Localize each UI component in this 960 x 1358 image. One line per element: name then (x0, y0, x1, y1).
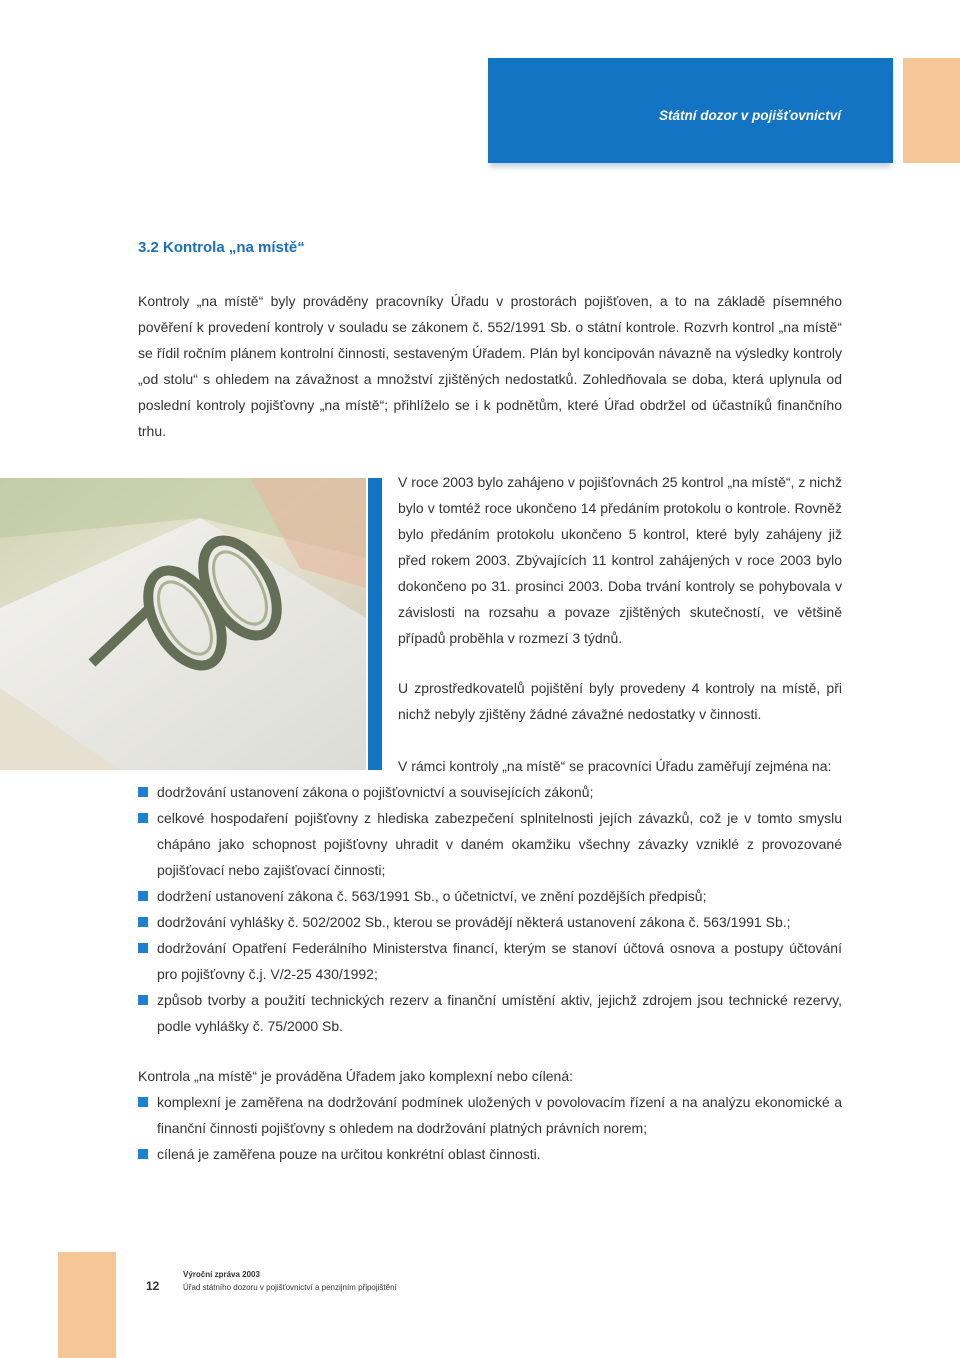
list-item: způsob tvorby a použití technických rezerv a finanční umístění aktiv, jejichž zdrojem jsou technické rezervy, podle vyhlášky č. 75/2000 Sb. (138, 987, 842, 1039)
footer-accent (58, 1252, 116, 1358)
list-item: dodržování Opatření Federálního Ministerstva financí, kterým se stanoví účtová osnova a postupy účtování pro pojišťovny č.j. V/2-25 430/1992; (138, 935, 842, 987)
list-item: komplexní je zaměřena na dodržování podmínek uložených v povolovacím řízení a na analýzu ekonomické a finanční činnosti pojišťovny s ohledem na dodržování platných právních norem; (138, 1089, 842, 1141)
list-item: cílená je zaměřena pouze na určitou konkrétní oblast činnosti. (138, 1141, 842, 1167)
bullet-icon (138, 1097, 148, 1107)
list-item: dodržování ustanovení zákona o pojišťovnictví a souvisejících zákonů; (138, 779, 842, 805)
footer-organization: Úřad státního dozoru v pojišťovnictví a penzijním připojištění (183, 1283, 397, 1292)
banknote-photo (0, 478, 366, 770)
control-types-list (138, 1089, 842, 1167)
section-title: 3.2 Kontrola „na místě“ (138, 239, 305, 256)
header-banner (488, 58, 893, 163)
focus-intro: V rámci kontroly „na místě“ se pracovníci Úřadu zaměřují zejména na: (398, 758, 832, 774)
header-title: Státní dozor v pojišťovnictví (659, 108, 841, 123)
bullet-icon (138, 917, 148, 927)
header-accent (903, 58, 960, 163)
bullet-icon (138, 995, 148, 1005)
intermediaries-paragraph: U zprostředkovatelů pojištění byly provedeny 4 kontroly na místě, při nichž nebyly zjištěny žádné závažné nedostatky v činnosti. (398, 680, 842, 722)
bullet-icon (138, 943, 148, 953)
bullet-icon (138, 787, 148, 797)
bullet-icon (138, 813, 148, 823)
statistics-paragraph: V roce 2003 bylo zahájeno v pojišťovnách 25 kontrol „na místě“, z nichž bylo v tomtéž roce ukončeno 14 předáním protokolu o kontrole. Rovněž bylo předáním protokolu ukončeno 5 kontrol, které byly zahájeny již před rokem 2003. Zbývajících 11 kontrol zahájených v roce 2003 bylo dokončeno po 31. prosinci 2003. Doba trvání kontroly se pohybovala v závislosti na rozsahu a povaze zjištěných skutečností, ve většině případů proběhla v rozmezí 3 týdnů. (398, 474, 842, 646)
intro-paragraph: Kontroly „na místě“ byly prováděny pracovníky Úřadu v prostorách pojišťoven, a to na základě písemného pověření k provedení kontroly v souladu se zákonem č. 552/1991 Sb. o státní kontrole. Rozvrh kontrol „na místě“ se řídil ročním plánem kontrolní činnosti, sestaveným Úřadem. Plán byl koncipován návazně na výsledky kontroly „od stolu“ s ohledem na závažnost a množství zjištěných nedostatků. Zohledňovala se doba, která uplynula od poslední kontroly pojišťovny „na místě“; přihlíželo se i k podnětům, které Úřad obdržel od účastníků finančního trhu. (138, 293, 842, 439)
photo-accent-bar (368, 478, 382, 770)
control-types-intro: Kontrola „na místě“ je prováděna Úřadem jako komplexní nebo cílená: (138, 1068, 574, 1084)
focus-list (138, 779, 842, 1039)
list-item: dodržení ustanovení zákona č. 563/1991 Sb., o účetnictví, ve znění pozdějších předpisů; (138, 883, 842, 909)
bullet-icon (138, 891, 148, 901)
list-item: celkové hospodaření pojišťovny z hlediska zabezpečení splnitelnosti jejích závazků, což je v tomto smyslu chápáno jako schopnost pojišťovny uhradit v daném okamžiku všechny závazky vzniklé z provozované pojišťovací nebo zajišťovací činnosti; (138, 805, 842, 883)
page-number: 12 (146, 1279, 160, 1293)
bullet-icon (138, 1149, 148, 1159)
footer-report-title: Výroční zpráva 2003 (183, 1270, 260, 1279)
list-item: dodržování vyhlášky č. 502/2002 Sb., kterou se provádějí některá ustanovení zákona č. 563/1991 Sb.; (138, 909, 842, 935)
